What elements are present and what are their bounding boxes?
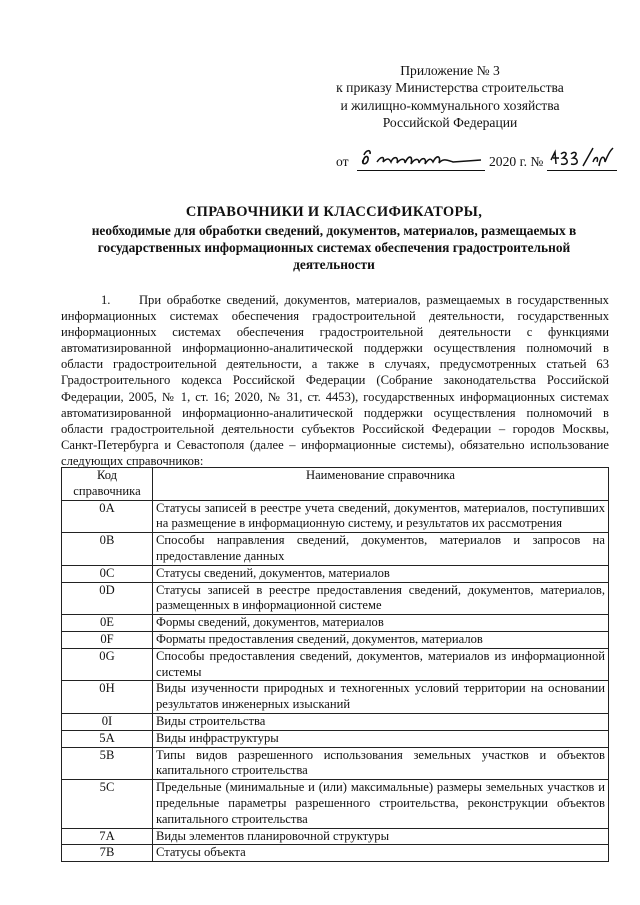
row-code: 0I xyxy=(62,713,153,730)
row-name: Статусы записей в реестре учета сведений, документов, материалов, поступивших на размещение в информационную систему, и результатов их рассмотрения xyxy=(153,500,609,533)
table-row xyxy=(62,747,609,780)
appendix-header xyxy=(300,62,600,131)
table-row xyxy=(62,828,609,845)
row-code: 5C xyxy=(62,780,153,828)
title-main: СПРАВОЧНИКИ И КЛАССИФИКАТОРЫ, xyxy=(185,204,483,220)
order-year-label: 2020 г. № xyxy=(489,154,544,169)
row-name: Типы видов разрешенного использования земельных участков и объектов капитального строительства xyxy=(153,747,609,780)
table-header-row xyxy=(62,468,609,501)
table-row xyxy=(62,533,609,566)
header-code: Код справочника xyxy=(62,468,153,501)
table-row xyxy=(62,648,609,681)
title-subtitle: необходимые для обработки сведений, документов, материалов, размещаемых в государственных информационных системах обеспечения градостроительной деятельности xyxy=(91,223,577,272)
row-code: 0F xyxy=(62,631,153,648)
row-code: 7A xyxy=(62,828,153,845)
table-row xyxy=(62,681,609,714)
row-code: 0B xyxy=(62,533,153,566)
reference-table xyxy=(61,467,609,862)
order-reference xyxy=(333,146,623,174)
order-from-label: от xyxy=(336,154,349,169)
table-row xyxy=(62,845,609,862)
row-code: 5A xyxy=(62,730,153,747)
paragraph-number: 1. xyxy=(101,293,111,307)
row-code: 5B xyxy=(62,747,153,780)
row-code: 0E xyxy=(62,615,153,632)
row-name: Формы сведений, документов, материалов xyxy=(153,615,609,632)
row-name: Виды инфраструктуры xyxy=(153,730,609,747)
row-name: Статусы записей в реестре предоставления сведений, документов, материалов, размещенных в информационной системе xyxy=(153,582,609,615)
handwritten-date-signature xyxy=(357,146,485,170)
row-code: 0D xyxy=(62,582,153,615)
row-code: 7B xyxy=(62,845,153,862)
row-code: 0C xyxy=(62,565,153,582)
row-code: 0A xyxy=(62,500,153,533)
row-name: Статусы сведений, документов, материалов xyxy=(153,565,609,582)
row-name: Статусы объекта xyxy=(153,845,609,862)
document-title xyxy=(60,202,608,273)
appendix-line: Российской Федерации xyxy=(382,114,518,130)
table-row xyxy=(62,615,609,632)
appendix-line: и жилищно-коммунального хозяйства xyxy=(340,97,560,113)
row-name: Форматы предоставления сведений, документов, материалов xyxy=(153,631,609,648)
row-code: 0G xyxy=(62,648,153,681)
row-name: Способы направления сведений, документов, материалов и запросов на предоставление данных xyxy=(153,533,609,566)
table-row xyxy=(62,631,609,648)
table-row xyxy=(62,713,609,730)
order-date-handwritten xyxy=(357,146,485,171)
table-row xyxy=(62,730,609,747)
row-name: Виды изученности природных и техногенных условий территории на основании результатов инженерных изысканий xyxy=(153,681,609,714)
row-name: Виды строительства xyxy=(153,713,609,730)
paragraph-text: При обработке сведений, документов, материалов, размещаемых в государственных информационных системах обеспечения градостроительной деятельности, государственных информационных системах обеспечения градостроительной деятельности с функциями автоматизированной информационно-аналитической поддержки осуществления полномочий в области градостроительной деятельности, а также в случаях, предусмотренных статьей 63 Градостроительного кодекса Российской Федерации (Собрание законодательства Российской Федерации, 2005, № 1, ст. 16; 2020, № 31, ст. 4453), государственных информационных системах автоматизированной информационно-аналитической поддержки осуществления полномочий в области градостроительной деятельности субъектов Российской Федерации – городов Москвы, Санкт-Петербурга и Севастополя (далее – информационные системы), обязательно использование следующих справочников: xyxy=(61,293,609,468)
row-name: Виды элементов планировочной структуры xyxy=(153,828,609,845)
handwritten-number-signature xyxy=(547,146,617,170)
table-row xyxy=(62,500,609,533)
row-name: Способы предоставления сведений, документов, материалов из информационной системы xyxy=(153,648,609,681)
table-row xyxy=(62,582,609,615)
order-number-handwritten xyxy=(547,146,617,171)
appendix-title: Приложение № 3 xyxy=(400,63,500,78)
table-row xyxy=(62,780,609,828)
row-name: Предельные (минимальные и (или) максимальные) размеры земельных участков и предельные параметры разрешенного строительства, реконструкции объектов капитального строительства xyxy=(153,780,609,828)
appendix-line: к приказу Министерства строительства xyxy=(336,80,564,96)
table-row xyxy=(62,565,609,582)
header-name: Наименование справочника xyxy=(153,468,609,501)
paragraph-1 xyxy=(61,292,609,469)
row-code: 0H xyxy=(62,681,153,714)
